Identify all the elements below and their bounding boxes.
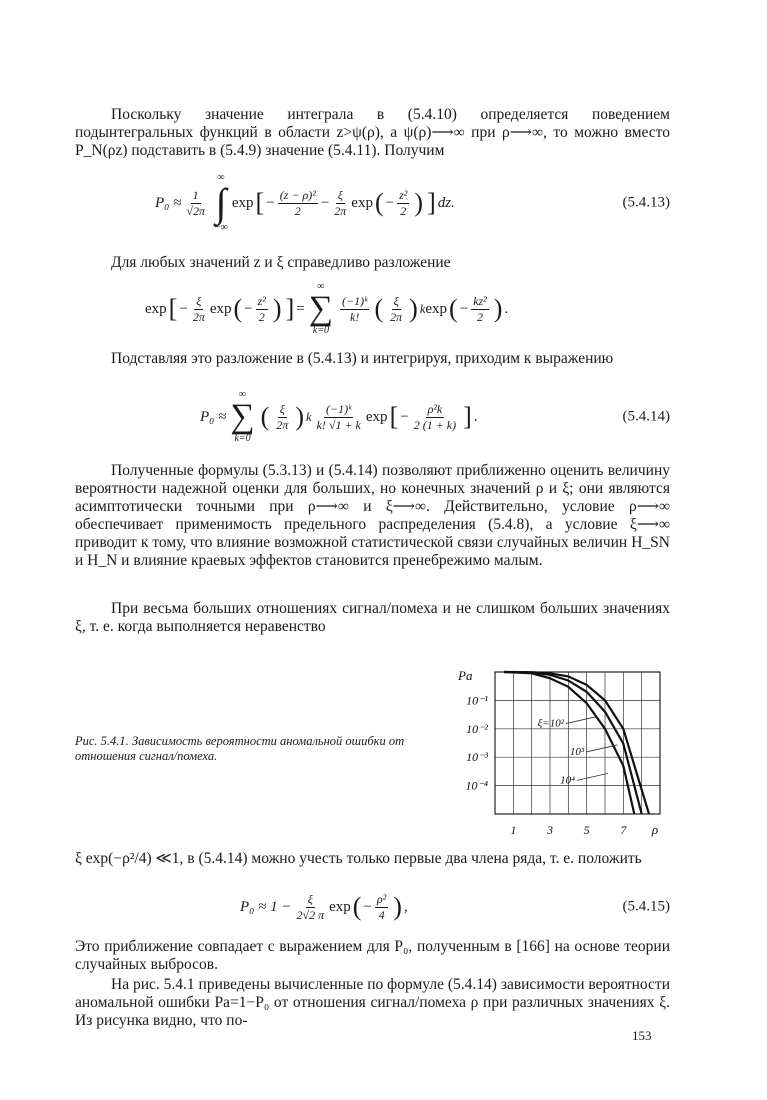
eq14-exp: exp — [365, 408, 388, 425]
chart-curves — [504, 672, 649, 814]
expansion-frac-2: $\frac{\text{z²}}{2}$ — [257, 293, 266, 324]
eq15-frac-2: $\frac{\text{ρ²}}{4}$ — [376, 891, 387, 922]
paragraph-5: При весьма больших отношениях сигнал/помеха и не слишком больших значениях ξ, т. е. когда выполняется неравенство — [75, 600, 670, 635]
curve-label: 10⁴ — [560, 774, 575, 787]
page-number: 153 — [632, 1028, 652, 1043]
expansion-frac-3: $\frac{\text{(−1)ᵏ}}{k!}$ — [341, 293, 368, 324]
curve-label-leader — [566, 717, 597, 724]
eq13-frac-3: $\frac{\xi}{2\pi}$ — [334, 187, 347, 218]
eq15-exp: exp — [329, 898, 351, 915]
eq14-label: (5.4.14) — [622, 408, 670, 425]
caption-label: Рис. 5.4.1. — [75, 734, 129, 748]
x-axis-title: ρ — [651, 822, 659, 837]
eq13-exp-2: exp — [351, 194, 373, 211]
expansion-frac-5: $\frac{\text{kz²}}{2}$ — [473, 293, 487, 324]
y-tick-label: 10⁻⁴ — [465, 778, 488, 793]
eq13-label: (5.4.13) — [622, 194, 670, 211]
eq14-lhs: P₀ ≈ — [200, 408, 227, 425]
x-tick-label: 1 — [510, 823, 517, 837]
eq14-frac-2: $\frac{\text{(−1)ᵏ}}{k! √1 + k}$ — [316, 401, 361, 432]
paragraph-6: ξ exp(−ρ²/4) ≪1, в (5.4.14) можно учесть только первые два члена ряда, т. е. положить — [75, 850, 642, 867]
eq15-lhs: P₀ ≈ 1 − — [240, 898, 292, 915]
expansion-frac-4: $\frac{\xi}{2\pi}$ — [390, 293, 403, 324]
eq13-lhs: P₀ ≈ — [155, 194, 182, 211]
caption-text: Зависимость вероятности аномальной ошибки от отношения сигнал/помеха. — [75, 734, 405, 763]
x-tick-label: 7 — [620, 823, 627, 837]
eq15-frac-1: $\frac{\xi}{2√2 \pi}$ — [296, 891, 325, 922]
eq13-frac-4: $\frac{\text{z²}}{2}$ — [399, 187, 408, 218]
series-line-1 — [504, 672, 642, 814]
curve-label-leader — [577, 773, 608, 780]
y-axis-title: Pa — [458, 668, 473, 683]
eq13-frac-1: $\frac{1}{√2\pi}$ — [186, 187, 205, 218]
paragraph-4: Полученные формулы (5.3.13) и (5.4.14) позволяют приближенно оценить величину вероятности надежной оценки для больших, но конечных значений ρ и ξ; они являются асимптотически точными при ρ⟶∞ и ξ⟶∞. Действительно, условие ρ⟶∞ обеспечивает применимость предельного распределения (5.4.8), а условие ξ⟶∞ приводит к тому, что влияние возможной статистической связи случайных величин H_SN и H_N и влияние краевых эффектов становится пренебрежимо малым. — [75, 462, 670, 569]
eq13-exp: exp — [231, 194, 254, 211]
curve-label: 10³ — [569, 745, 585, 758]
equation-5-4-14: P₀ ≈ ∞ ∑ k=0 ( $\frac{\xi}{2\pi}$ ) k $\frac{\text{(−1)ᵏ}}{k! √1 + k}$ exp [ − $\frac{\text{ρ²k}}{2 (1 + k)}$ ] . (5.4.14) — [200, 389, 670, 444]
paragraph-7: Это приближение совпадает с выражением для P₀, полученным в [166] на основе теории случайных выбросов. — [75, 938, 670, 973]
expansion-sum: ∞ ∑ k=0 — [308, 281, 333, 336]
y-tick-label: 10⁻¹ — [466, 693, 488, 708]
eq14-frac-1: $\frac{\xi}{2\pi}$ — [276, 401, 289, 432]
series-line-0 — [504, 672, 634, 814]
eq13-dz: dz. — [437, 194, 455, 211]
integral-sign: ∞ ∫ −∞ — [213, 172, 228, 233]
eq13-frac-2: $\frac{\text{(z − ρ)²}}{2}$ — [279, 187, 316, 218]
paragraph-1: Поскольку значение интеграла в (5.4.10) определяется поведением подынтегральных функций в области z>ψ(ρ), а ψ(ρ)⟶∞ при ρ⟶∞, то можно вместо P_N(ρz) подставить в (5.4.9) значение (5.4.11). Получим — [75, 106, 670, 159]
curve-label: ξ=10² — [537, 717, 564, 730]
expansion-exp-2: exp — [425, 300, 448, 317]
eq14-power: k — [305, 409, 312, 424]
chart-labels — [457, 668, 658, 837]
equation-5-4-15: P₀ ≈ 1 − $\frac{\xi}{2√2 \pi}$ exp ( − $\frac{\text{ρ²}}{4}$ ) , (5.4.15) — [240, 891, 670, 922]
eq14-sum: ∞ ∑ k=0 — [230, 389, 255, 444]
y-tick-label: 10⁻³ — [466, 750, 488, 765]
eq15-label: (5.4.15) — [622, 898, 670, 915]
x-tick-label: 3 — [547, 823, 553, 837]
paragraph-8: На рис. 5.4.1 приведены вычисленные по формуле (5.4.14) зависимости вероятности аномальной ошибки Pa=1−P₀ от отношения сигнал/помеха ρ при различных значениях ξ. Из рисунка видно, что по- — [75, 976, 670, 1029]
expansion-exp-inner: exp — [209, 300, 232, 317]
figure-caption — [75, 734, 445, 764]
expansion-power: k — [419, 301, 426, 316]
expansion-exp: exp — [145, 300, 167, 317]
eq14-frac-3: $\frac{\text{ρ²k}}{2 (1 + k)}$ — [413, 401, 457, 432]
x-tick-label: 5 — [583, 823, 590, 837]
figure-chart — [450, 664, 675, 839]
y-tick-label: 10⁻² — [466, 721, 488, 736]
equation-expansion: exp [ − $\frac{\xi}{2\pi}$ exp ( − $\frac{\text{z²}}{2}$ ) ] = ∞ ∑ k=0 $\frac{\text{(−1)ᵏ}}{k!}$ ( $\frac{\xi}{2\pi}$ ) k exp ( − $\frac{\text{kz²}}{2}$ ) . — [145, 281, 509, 336]
curve-label-leader — [586, 745, 617, 752]
equation-5-4-13: P₀ ≈ $\frac{1}{√2\pi}$ ∞ ∫ −∞ exp [ − $\frac{\text{(z − ρ)²}}{2}$ − $\frac{\xi}{2\pi}$ exp ( − $\frac{\text{z²}}{2}$ ) ] dz. (5.4.13) — [155, 172, 670, 233]
paragraph-3: Подставляя это разложение в (5.4.13) и интегрируя, приходим к выражению — [111, 350, 614, 367]
expansion-frac-1: $\frac{\xi}{2\pi}$ — [192, 293, 205, 324]
paragraph-2: Для любых значений z и ξ справедливо разложение — [111, 254, 451, 271]
